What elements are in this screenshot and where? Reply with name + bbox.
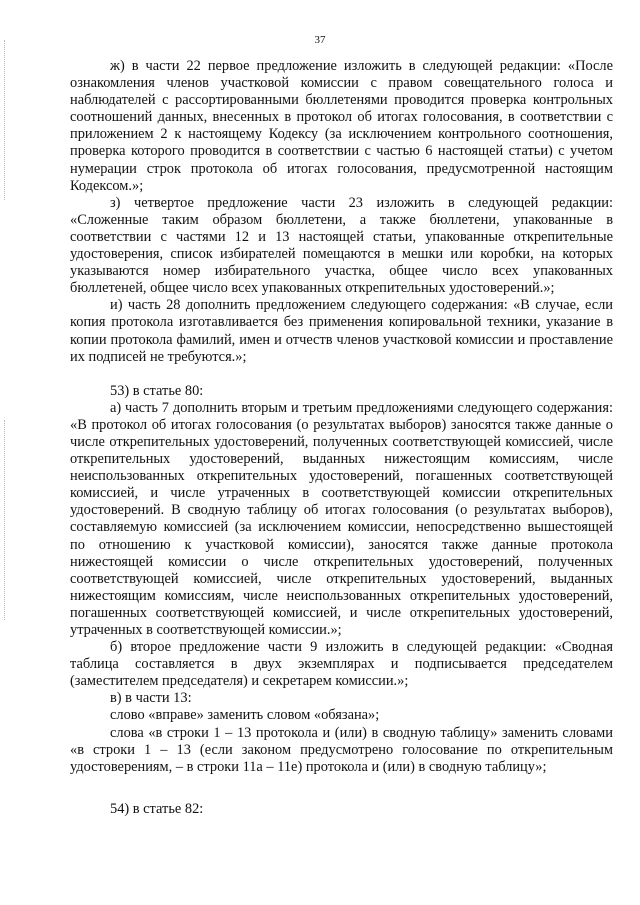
paragraph-b: б) второе предложение части 9 изложить в следующей редакции: «Сводная таблица составляется в двух экземплярах и подписывается председателем (заместителем председателя) и секретарем комиссии.»;	[70, 639, 613, 690]
paragraph-article-80-heading: 53) в статье 80:	[110, 382, 204, 399]
margin-binding-dots	[4, 40, 7, 200]
paragraph-v-word-replace: слово «вправе» заменить словом «обязана»;	[110, 707, 380, 724]
margin-binding-dots	[4, 420, 7, 620]
paragraph-v: в) в части 13:	[110, 690, 192, 707]
paragraph-article-82-heading: 54) в статье 82:	[110, 800, 204, 817]
page-number: 37	[314, 34, 326, 46]
paragraph-zh: ж) в части 22 первое предложение изложить в следующей редакции: «После ознакомления членов участковой комиссии с правом совещательного голоса и наблюдателей с рассортированными бюллетенями проводится проверка контрольных соотношений данных, внесенных в протокол об итогах голосования, в соответствии с приложением 2 к настоящему Кодексу (за исключением контрольного соотношения, проверка которого проводится в соответствии с частью 6 настоящей статьи) с учетом нумерации строк протокола об итогах голосования, предусмотренной настоящим Кодексом.»;	[70, 58, 613, 194]
paragraph-i: и) часть 28 дополнить предложением следующего содержания: «В случае, если копия протокола изготавливается без применения копировальной техники, указание в копии протокола фамилий, имен и отчеств членов участковой комиссии и проставление их подписей не требуются.»;	[70, 297, 613, 365]
document-body	[70, 58, 613, 818]
paragraph-v-lines-replace: слова «в строки 1 – 13 протокола и (или) в сводную таблицу» заменить словами «в строки 1 – 13 (если законом предусмотрено голосование по открепительным удостоверениям, – в строки 11а – 11е) протокола и (или) в сводную таблицу»;	[70, 724, 613, 775]
paragraph-a: а) часть 7 дополнить вторым и третьим предложениями следующего содержания: «В протокол об итогах голосования (о результатах выборов) заносятся также данные о числе открепительных удостоверений, полученных соответствующей комиссией, числе открепительных удостоверений, выданных нижестоящим комиссиям, числе неиспользованных открепительных удостоверений, погашенных соответствующей комиссией, и числе утраченных в соответствующей комиссии открепительных удостоверений. В сводную таблицу об итогах голосования (о результатах выборов), составляемую комиссией (за исключением комиссии, непосредственно вышестоящей по отношению к участковой комиссии), заносятся также данные протокола нижестоящей комиссии о числе открепительных удостоверений, полученных соответствующей комиссией, числе открепительных удостоверений, выданных нижестоящим комиссиям, числе неиспользованных открепительных удостоверений, погашенных соответствующей комиссией, и числе открепительных удостоверений, утраченных в соответствующей комиссии.»;	[70, 399, 613, 638]
paragraph-z: з) четвертое предложение части 23 изложить в следующей редакции: «Сложенные таким образом бюллетени, а также бюллетени, упакованные в соответствии с частями 12 и 13 настоящей статьи, упакованные открепительные удостоверения, список избирателей помещаются в мешки или коробки, на которых указываются номер избирательного участка, общее число всех упакованных бюллетеней, общее число всех упакованных открепительных удостоверений.»;	[70, 194, 613, 297]
